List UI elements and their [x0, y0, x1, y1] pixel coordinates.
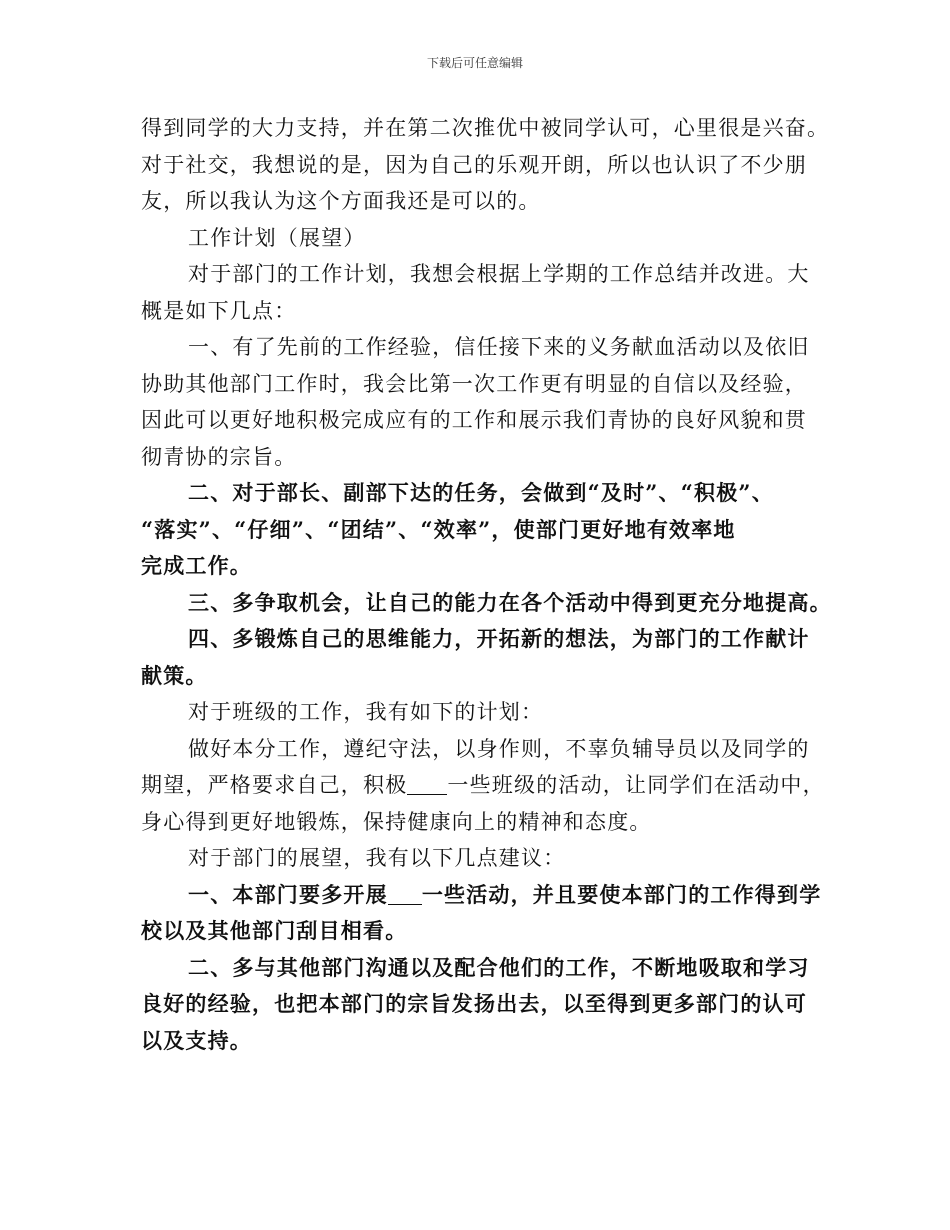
- paragraph-line: 对于班级的工作，我有如下的计划：: [188, 700, 544, 724]
- paragraph-line: 一、有了先前的工作经验，信任接下来的义务献血活动以及依旧: [188, 335, 810, 359]
- paragraph-line-bold: “落实”、“仔细”、“团结”、“效率”，使部门更好地有效率地: [141, 516, 736, 542]
- paragraph-line: 做好本分工作，遵纪守法，以身作则，不辜负辅导员以及同学的: [188, 736, 810, 761]
- paragraph-line-with-blank: [141, 767, 841, 804]
- paragraph-line-bold: 四、多锻炼自己的思维能力，开拓新的想法，为部门的工作献计: [188, 626, 810, 651]
- paragraph-line-bold: 二、多与其他部门沟通以及配合他们的工作，不断地吸取和学习: [188, 954, 810, 980]
- line-text-before-blank: 一、本部门要多开展: [188, 881, 388, 907]
- paragraph-line: 得到同学的大力支持，并在第二次推优中被同学认可，心里很是兴奋。: [141, 116, 830, 140]
- paragraph-line-bold: 校以及其他部门刮目相看。: [141, 918, 408, 943]
- paragraph-line-bold: 献策。: [141, 662, 208, 688]
- document-body: [141, 110, 841, 1059]
- paragraph-line: 协助其他部门工作时，我会比第一次工作更有明显的自信以及经验，: [141, 371, 807, 396]
- paragraph-line: 身心得到更好地锻炼，保持健康向上的精神和态度。: [141, 809, 652, 834]
- paragraph-line: 对于社交，我想说的是，因为自己的乐观开朗，所以也认识了不少朋: [141, 152, 807, 177]
- paragraph-line-bold-with-blank: [141, 877, 841, 914]
- paragraph-line: 彻青协的宗旨。: [141, 444, 297, 469]
- paragraph-line: 因此可以更好地积极完成应有的工作和展示我们青协的良好风貌和贯: [141, 408, 807, 432]
- fill-in-blank: [388, 882, 422, 905]
- line-text-before-blank: 期望，严格要求自己，积极: [141, 773, 408, 797]
- paragraph-line-bold: 二、对于部长、副部下达的任务，会做到“及时”、“积极”、: [188, 480, 774, 505]
- paragraph-line-bold: 以及支持。: [141, 1027, 252, 1053]
- paragraph-line-bold: 三、多争取机会，让自己的能力在各个活动中得到更充分地提高。: [188, 589, 832, 615]
- page-header-note: 下载后可任意编辑: [426, 56, 523, 70]
- line-text-after-blank: 一些班级的活动，让同学们在活动中，: [447, 773, 825, 797]
- paragraph-line: 友，所以我认为这个方面我还是可以的。: [141, 189, 541, 213]
- paragraph-line: 对于部门的展望，我有以下几点建议：: [188, 846, 566, 870]
- fill-in-blank: [407, 772, 447, 795]
- section-heading: 工作计划（展望）: [188, 225, 366, 250]
- paragraph-line: 对于部门的工作计划，我想会根据上学期的工作总结并改进。大: [188, 262, 810, 286]
- paragraph-line-bold: 良好的经验，也把本部门的宗旨发扬出去，以至得到更多部门的认可: [141, 991, 807, 1016]
- paragraph-line-bold: 完成工作。: [141, 553, 252, 578]
- line-text-after-blank: 一些活动，并且要使本部门的工作得到学: [421, 881, 822, 907]
- paragraph-line: 概是如下几点：: [141, 298, 297, 323]
